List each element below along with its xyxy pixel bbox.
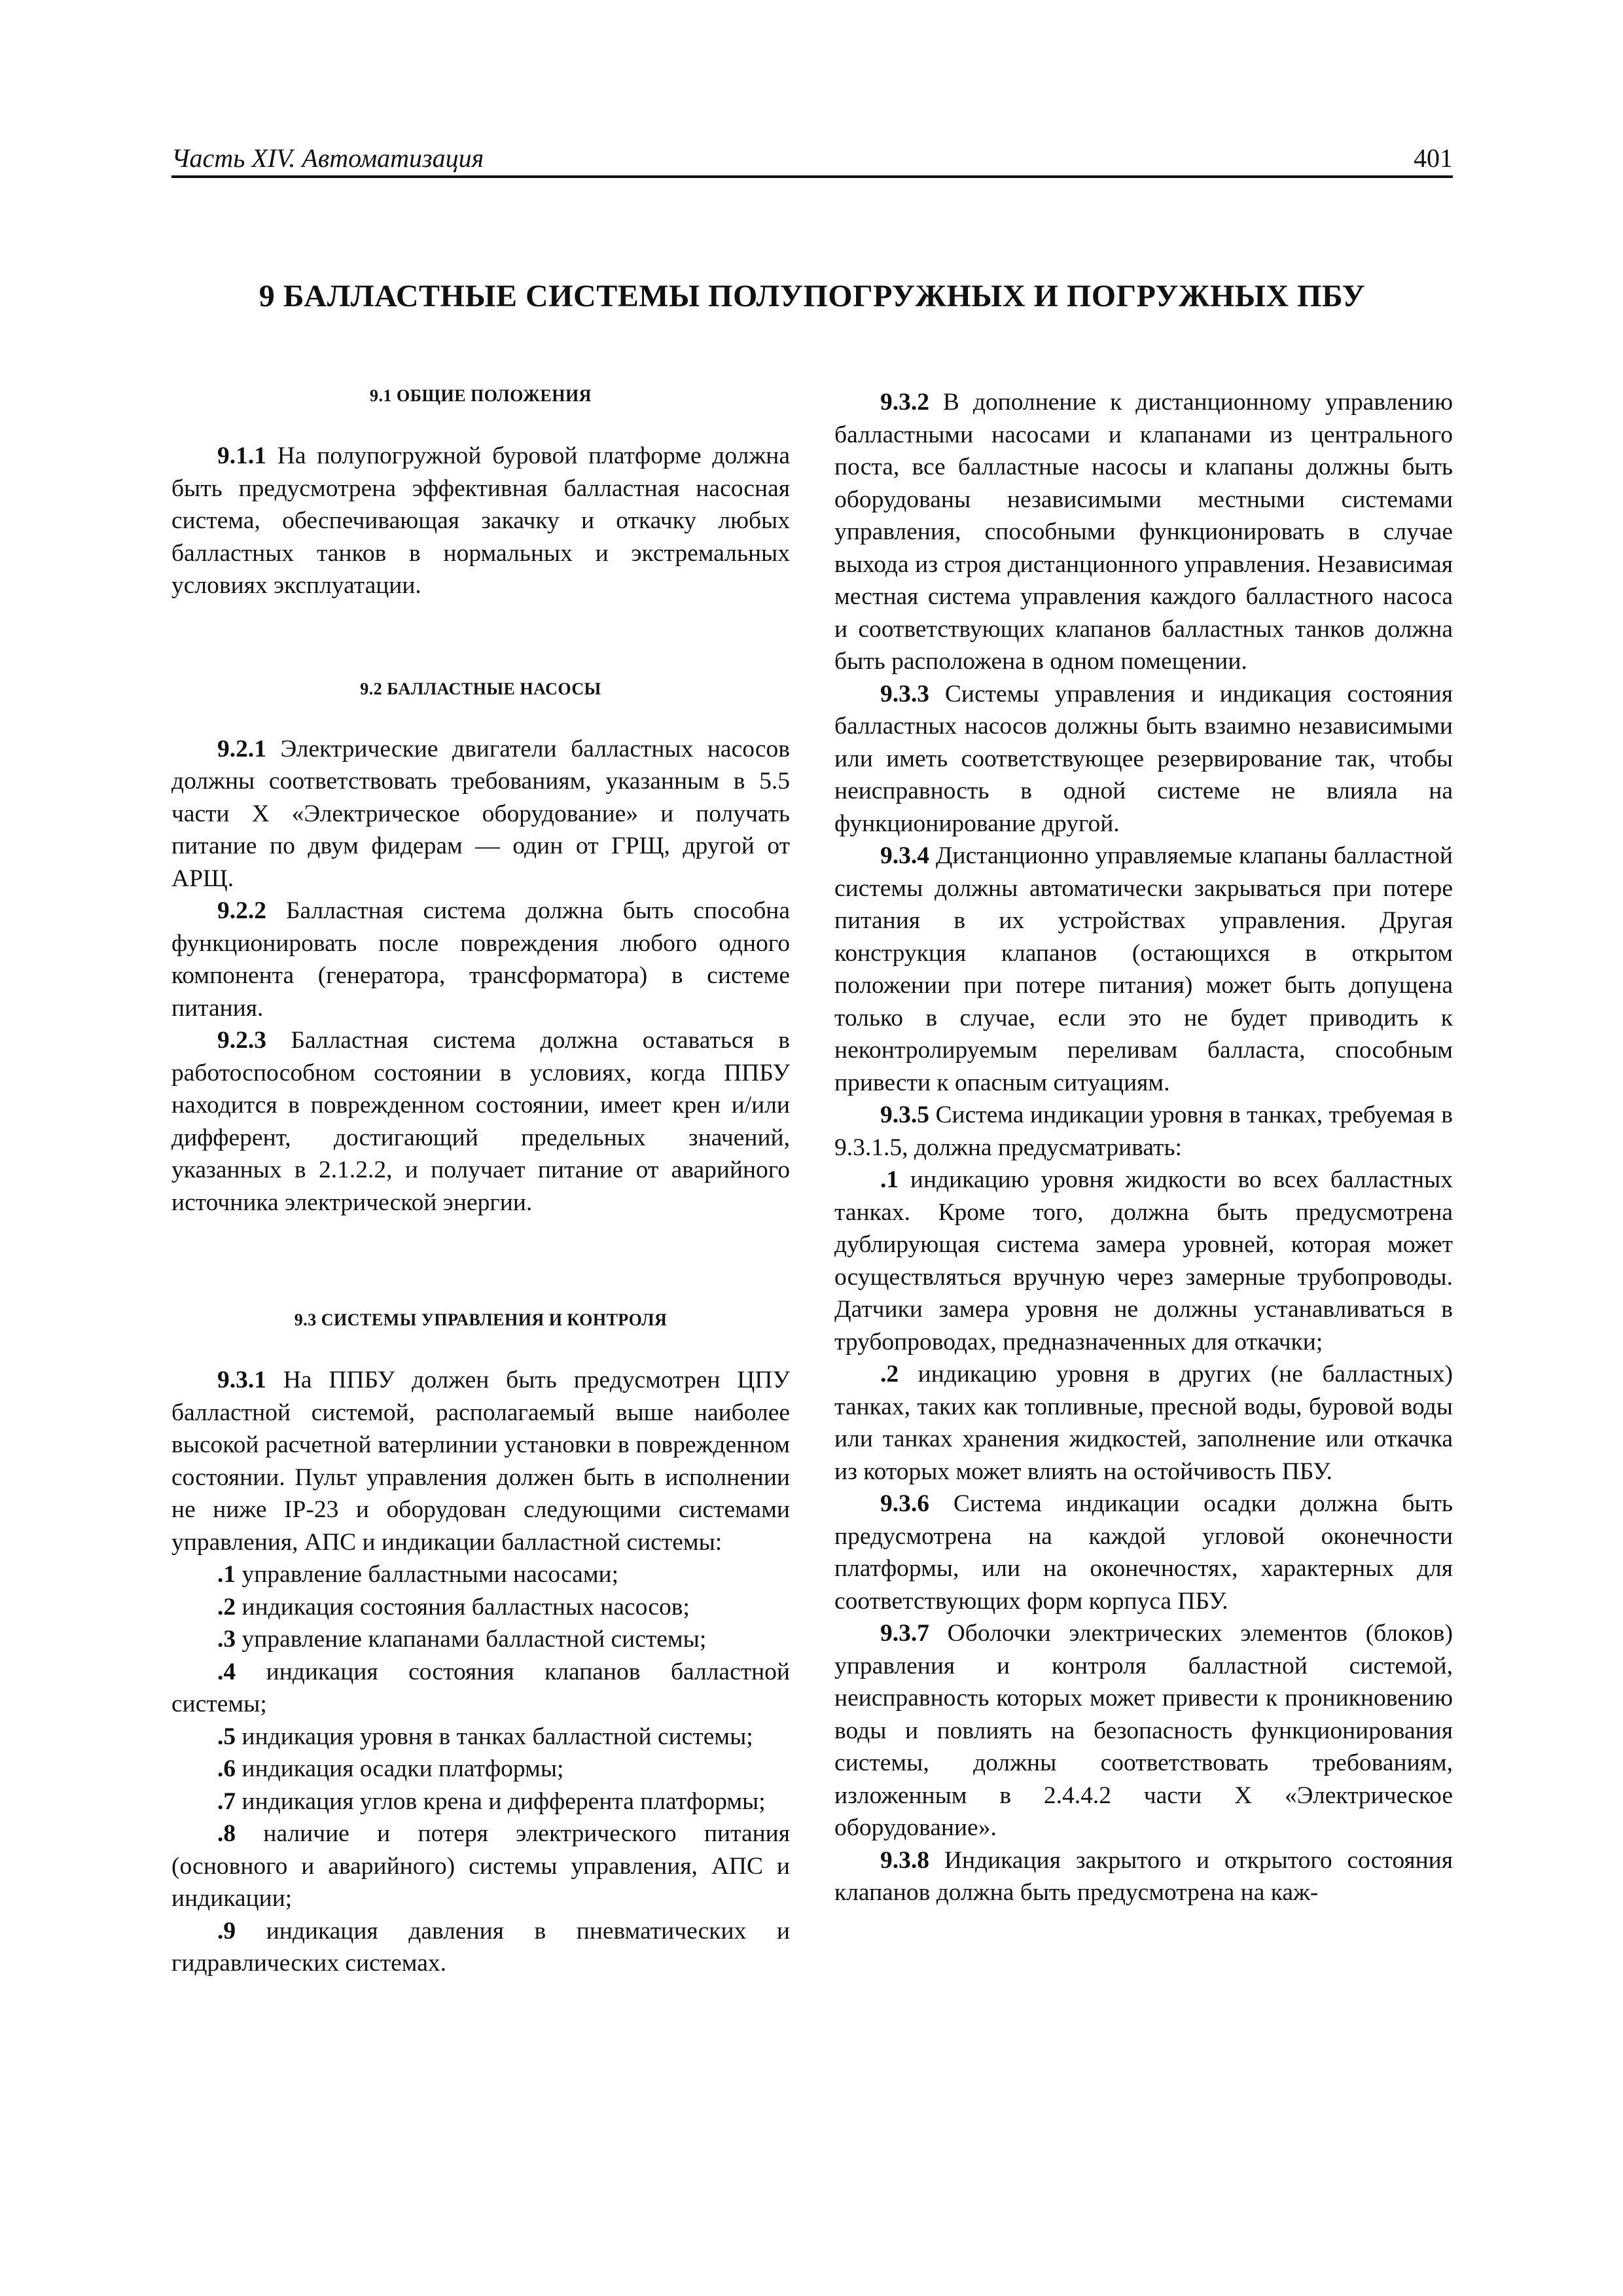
paragraph-number: 9.3.5 [880, 1102, 929, 1128]
list-item [171, 1721, 790, 1753]
paragraph-text: На ППБУ должен быть предусмотрен ЦПУ балластной системой, располагаемый выше наиболее высокой расчетной ватерлинии установки в поврежденном состоянии. Пульт управления должен быть в исполнении не ниже IP-23 и оборудован следующими системами управления, АПС и индикации балластной системы: [171, 1367, 790, 1556]
list-item-number: .7 [217, 1787, 236, 1815]
paragraph-text: Балластная система должна быть способна функционировать после повреждения любого одного компонента (генератора, трансформатора) в системе питания. [171, 897, 790, 1022]
paragraph-text: На полупогружной буровой платформе должна быть предусмотрена эффективная балластная насосная система, обеспечивающая закачку и откачку любых балластных танков в нормальных и экстремальных условиях эксплуатации. [171, 442, 790, 599]
list-item [171, 1818, 790, 1915]
paragraph-number: 9.3.4 [880, 842, 929, 869]
list-item-number: .4 [217, 1658, 236, 1685]
list-item-text: наличие и потеря электрического питания (основного и аварийного) системы управления, АПС и индикации; [171, 1820, 790, 1912]
paragraph-text: Балластная система должна оставаться в работоспособном состоянии в условиях, когда ППБУ находится в поврежденном состоянии, имеет крен и/или дифферент, достигающий предельных значений, указанных в 2.1.2.2, и получает питание от аварийного источника электрической энергии. [171, 1027, 790, 1216]
list-item-text: управление балластными насосами; [236, 1561, 619, 1588]
list-item-text: индикация углов крена и дифферента платформы; [236, 1787, 766, 1815]
list-item-number: .9 [217, 1917, 236, 1945]
list-item [171, 1785, 790, 1818]
list-item-number: .1 [217, 1561, 236, 1588]
list-item-text: индикация уровня в танках балластной системы; [236, 1723, 753, 1750]
section-heading-9-3: 9.3 СИСТЕМЫ УПРАВЛЕНИЯ И КОНТРОЛЯ [294, 1310, 668, 1329]
list-item-text: индикацию уровня жидкости во всех балластных танках. Кроме того, должна быть предусмотрена дублирующая система замера уровней, которая может осуществляться вручную через замерные трубопроводы. Датчики замера уровня не должны устанавливаться в трубопроводах, предназначенных для откачки; [834, 1166, 1453, 1355]
paragraph-9-2-2 [171, 895, 790, 1024]
paragraph-number: 9.2.3 [217, 1027, 266, 1054]
paragraph-number: 9.3.1 [217, 1367, 266, 1393]
list-item-text: управление клапанами балластной системы; [236, 1626, 707, 1653]
paragraph-9-3-2 [834, 386, 1453, 678]
paragraph-9-3-3 [834, 678, 1453, 840]
list-item [834, 1358, 1453, 1488]
list-item-number: .3 [217, 1626, 236, 1653]
paragraph-number: 9.3.7 [880, 1620, 929, 1647]
paragraph-text: Система индикации уровня в танках, требуемая в 9.3.1.5, должна предусматривать: [834, 1102, 1453, 1161]
page-number: 401 [1414, 143, 1453, 173]
paragraph-number: 9.1.1 [217, 442, 266, 469]
list-item-text: индикацию уровня в других (не балластных) танках, таких как топливные, пресной воды, буровой воды или танках хранения жидкостей, заполнение или откачка из которых может влиять на остойчивость ПБУ. [834, 1361, 1453, 1485]
list-item-text: индикация состояния клапанов балластной системы; [171, 1658, 790, 1717]
list-item [171, 1558, 790, 1591]
list-item [834, 1164, 1453, 1358]
paragraph-9-3-5 [834, 1099, 1453, 1164]
list-item-text: индикация состояния балластных насосов; [236, 1593, 690, 1621]
paragraph-text: В дополнение к дистанционному управлению балластными насосами и клапанами из центрального поста, все балластные насосы и клапаны должны быть оборудованы независимыми местными системами управления, способными функционировать в случае выхода из строя дистанционного управления. Независимая местная система управления каждого балластного насоса и соответствующих клапанов балластных танков должна быть расположена в одном помещении. [834, 389, 1453, 675]
paragraph-9-3-1 [171, 1364, 790, 1558]
list-item [171, 1915, 790, 1980]
paragraph-9-2-1 [171, 733, 790, 895]
section-heading-9-1: 9.1 ОБЩИЕ ПОЛОЖЕНИЯ [370, 386, 592, 405]
right-column [834, 386, 1453, 1909]
paragraph-number: 9.3.6 [880, 1490, 929, 1517]
paragraph-number: 9.2.2 [217, 897, 266, 924]
list-item-text: индикация давления в пневматических и гидравлических системах. [171, 1917, 790, 1977]
left-column [171, 386, 790, 1980]
paragraph-number: 9.3.8 [880, 1846, 929, 1874]
paragraph-text: Системы управления и индикация состояния балластных насосов должны быть взаимно независимыми или иметь соответствующее резервирование так, чтобы неисправность в одной системе не влияла на функционирование другой. [834, 680, 1453, 837]
paragraph-number: 9.3.3 [880, 680, 929, 708]
list-item-number: .1 [880, 1166, 899, 1193]
paragraph-number: 9.3.2 [880, 389, 929, 416]
section-heading-9-2: 9.2 БАЛЛАСТНЫЕ НАСОСЫ [360, 679, 601, 698]
list-item-number: .5 [217, 1723, 236, 1750]
paragraph-9-2-3 [171, 1024, 790, 1219]
list-item-number: .2 [880, 1361, 899, 1388]
paragraph-text: Дистанционно управляемые клапаны балластной системы должны автоматически закрываться при потере питания в их устройствах управления. Другая конструкция клапанов (остающихся в открытом положении при потере питания) может быть допущена только в случае, если это не будет приводить к неконтролируемым переливам балласта, способным привести к опасным ситуациям. [834, 842, 1453, 1096]
paragraph-text: Оболочки электрических элементов (блоков) управления и контроля балластной системой, неисправность которых может привести к проникновению воды и повлиять на безопасность функционирования системы, должны соответствовать требованиям, изложенным в 2.4.4.2 части X «Электрическое оборудование». [834, 1620, 1453, 1841]
running-header-title: Часть XIV. Автоматизация [171, 143, 484, 173]
list-item-number: .2 [217, 1593, 236, 1621]
paragraph-text: Индикация закрытого и открытого состояния клапанов должна быть предусмотрена на каж- [834, 1846, 1453, 1906]
paragraph-text: Электрические двигатели балластных насосов должны соответствовать требованиям, указанным в 5.5 части X «Электрическое оборудование» и получать питание по двум фидерам — один от ГРЩ, другой от АРЩ. [171, 735, 790, 892]
list-item [171, 1623, 790, 1656]
list-item-number: .6 [217, 1755, 236, 1782]
chapter-title: 9 БАЛЛАСТНЫЕ СИСТЕМЫ ПОЛУПОГРУЖНЫХ И ПОГРУЖНЫХ ПБУ [259, 279, 1366, 314]
paragraph-number: 9.2.1 [217, 735, 266, 762]
running-header [171, 143, 1453, 178]
list-item [171, 1656, 790, 1721]
paragraph-9-3-8 [834, 1844, 1453, 1909]
paragraph-9-3-7 [834, 1617, 1453, 1844]
list-item [171, 1753, 790, 1785]
paragraph-9-3-6 [834, 1488, 1453, 1617]
list-item-text: индикация осадки платформы; [236, 1755, 564, 1782]
paragraph-9-1-1 [171, 440, 790, 602]
list-item-number: .8 [217, 1820, 236, 1847]
paragraph-text: Система индикации осадки должна быть предусмотрена на каждой угловой оконечности платформы, или на оконечностях, характерных для соответствующих форм корпуса ПБУ. [834, 1490, 1453, 1615]
list-item [171, 1591, 790, 1624]
paragraph-9-3-4 [834, 840, 1453, 1099]
